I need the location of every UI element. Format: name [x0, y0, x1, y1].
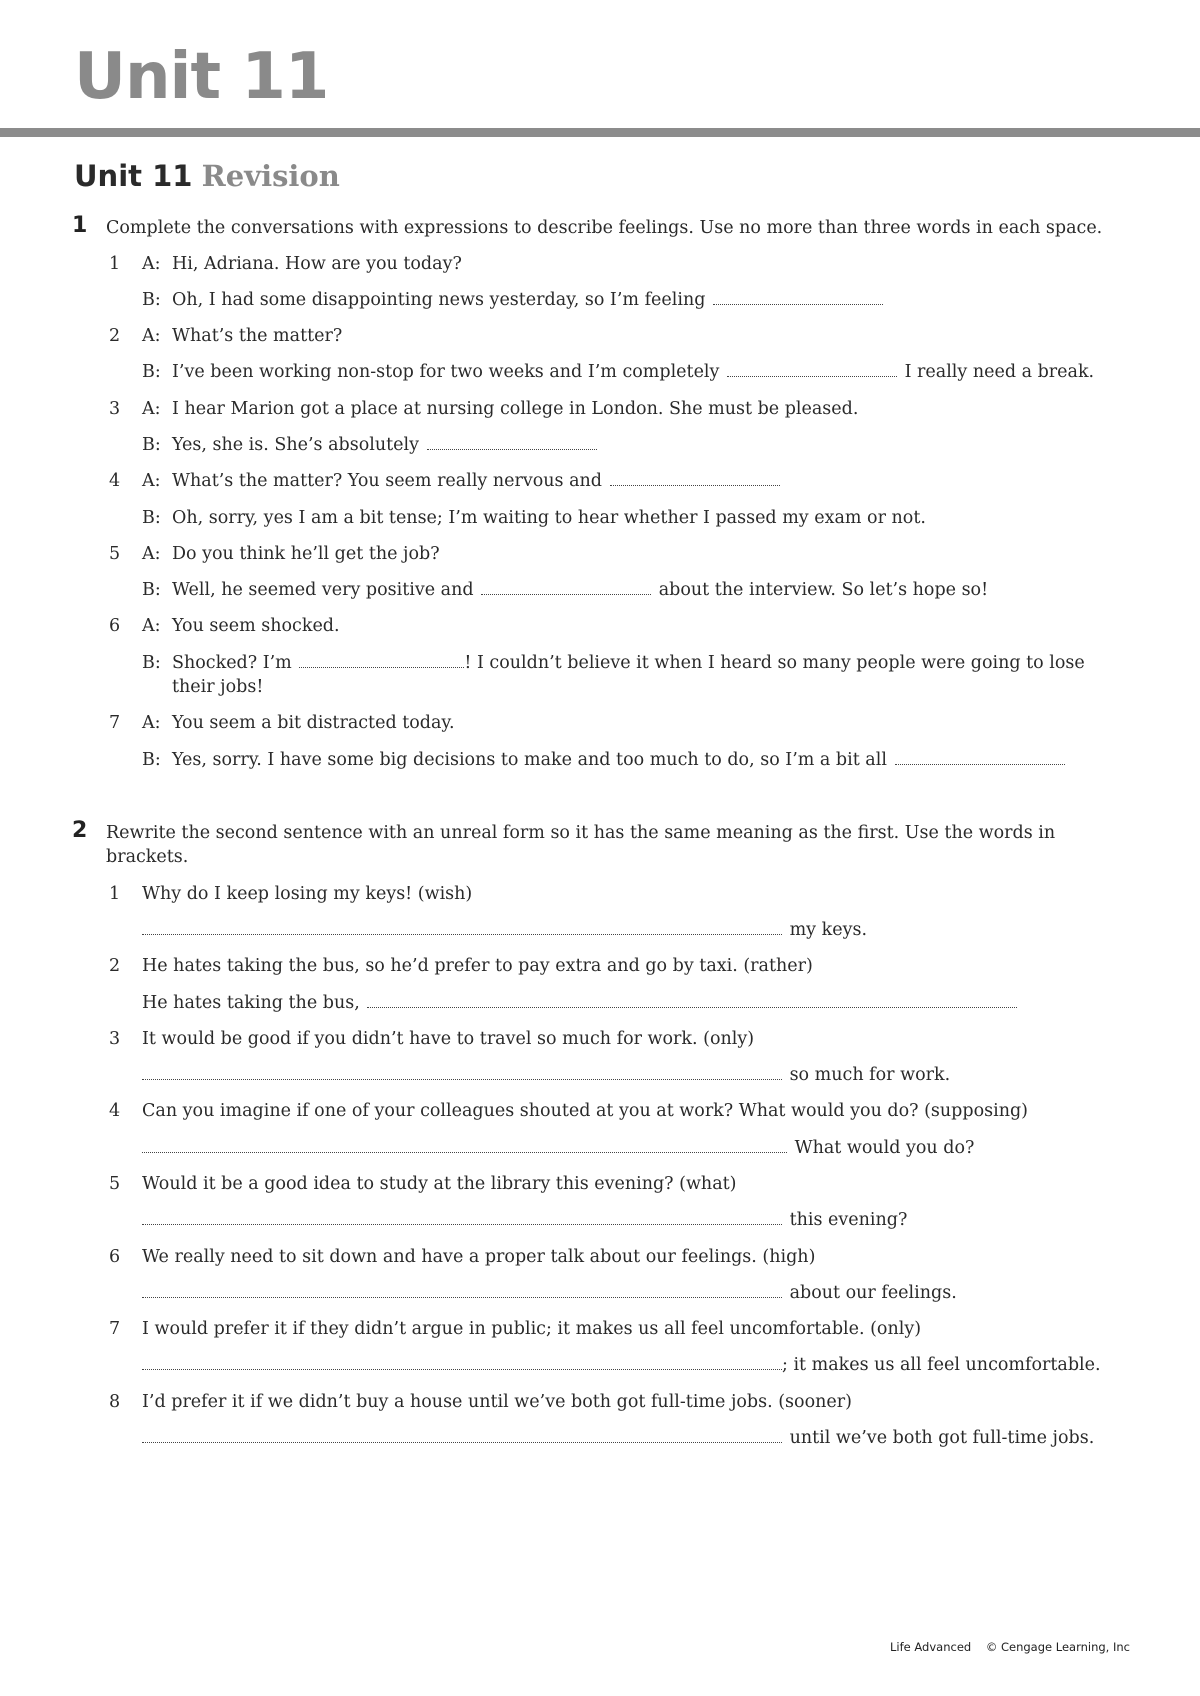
ex1-item-7-b-line [172, 748, 1067, 772]
footer-copyright: © Cengage Learning, Inc [985, 1640, 1130, 1654]
section-unit-label: Unit 11 [74, 159, 193, 193]
ex1-item-4-a-line [172, 469, 782, 493]
section-title [74, 158, 340, 194]
ex1-item-6-b-label: B: [142, 653, 161, 673]
ex2-item-5-prompt: Would it be a good idea to study at the library this evening? (what) [142, 1174, 737, 1194]
ex1-item-3-a-label: A: [142, 399, 161, 419]
ex2-item-8-number: 8 [109, 1392, 121, 1412]
ex1-item-6-b-text-end: ! I couldn’t believe it when I heard so many people were going to lose [464, 653, 1085, 673]
ex1-item-3-b-text: Yes, she is. She’s absolutely [172, 435, 419, 455]
answer-blank[interactable] [142, 920, 782, 935]
exercise-1-number: 1 [72, 213, 88, 238]
ex1-item-2-b-label: B: [142, 362, 161, 382]
answer-blank[interactable] [142, 1138, 787, 1153]
ex2-item-8-prompt: I’d prefer it if we didn’t buy a house until we’ve both got full-time jobs. (sooner) [142, 1392, 852, 1412]
ex1-item-6-b-text: Shocked? I’m [172, 653, 292, 673]
ex1-item-5-b-text: Well, he seemed very positive and [172, 580, 474, 600]
ex2-item-6-prompt: We really need to sit down and have a proper talk about our feelings. (high) [142, 1247, 816, 1267]
ex2-item-3-number: 3 [109, 1029, 121, 1049]
ex1-item-2-number: 2 [109, 326, 121, 346]
answer-blank[interactable] [142, 1210, 782, 1225]
ex1-item-4-a-text: What’s the matter? You seem really nervous and [172, 471, 602, 491]
ex1-item-1-b-line [172, 288, 885, 312]
ex1-item-1-a-text: Hi, Adriana. How are you today? [172, 254, 462, 274]
header-rule [0, 128, 1200, 137]
exercise-2-instruction-cont: brackets. [106, 847, 189, 867]
ex1-item-4-b-text: Oh, sorry, yes I am a bit tense; I’m waiting to hear whether I passed my exam or not. [172, 508, 926, 528]
ex1-item-1-number: 1 [109, 254, 121, 274]
ex2-item-6-number: 6 [109, 1247, 121, 1267]
ex1-item-4-a-label: A: [142, 471, 161, 491]
ex1-item-7-number: 7 [109, 713, 121, 733]
answer-blank[interactable] [142, 1283, 782, 1298]
page-footer [890, 1640, 1130, 1654]
exercise-2-number: 2 [72, 818, 88, 843]
ex1-item-3-b-label: B: [142, 435, 161, 455]
ex2-item-5-answer-line [142, 1208, 907, 1232]
ex2-item-4-answer-text: What would you do? [794, 1138, 975, 1158]
ex1-item-2-b-text: I’ve been working non-stop for two weeks and I’m completely [172, 362, 720, 382]
answer-blank[interactable] [727, 362, 897, 377]
ex1-item-7-a-text: You seem a bit distracted today. [172, 713, 455, 733]
ex1-item-3-a-text: I hear Marion got a place at nursing college in London. She must be pleased. [172, 399, 859, 419]
ex1-item-5-number: 5 [109, 544, 121, 564]
ex2-item-5-number: 5 [109, 1174, 121, 1194]
answer-blank[interactable] [481, 580, 651, 595]
ex2-item-2-answer-text: He hates taking the bus, [142, 993, 360, 1013]
ex2-item-2-answer-line [142, 991, 1019, 1015]
ex2-item-1-prompt: Why do I keep losing my keys! (wish) [142, 884, 473, 904]
ex2-item-5-answer-text: this evening? [789, 1210, 908, 1230]
ex1-item-3-number: 3 [109, 399, 121, 419]
ex1-item-2-a-text: What’s the matter? [172, 326, 343, 346]
ex2-item-2-prompt: He hates taking the bus, so he’d prefer to pay extra and go by taxi. (rather) [142, 956, 813, 976]
ex1-item-3-b-line [172, 433, 599, 457]
answer-blank[interactable] [142, 1355, 782, 1370]
ex2-item-3-answer-text: so much for work. [789, 1065, 951, 1085]
ex1-item-2-b-text-end: I really need a break. [904, 362, 1095, 382]
ex1-item-2-b-line [172, 360, 1094, 384]
ex1-item-6-b-line [172, 651, 1085, 675]
ex1-item-7-b-label: B: [142, 750, 161, 770]
answer-blank[interactable] [142, 1065, 782, 1080]
ex1-item-6-b-continuation: their jobs! [172, 677, 264, 697]
ex2-item-4-number: 4 [109, 1101, 121, 1121]
ex2-item-7-answer-line [142, 1353, 1101, 1377]
ex1-item-5-b-label: B: [142, 580, 161, 600]
answer-blank[interactable] [895, 750, 1065, 765]
answer-blank[interactable] [713, 290, 883, 305]
ex2-item-4-prompt: Can you imagine if one of your colleagues shouted at you at work? What would you do? (supposing) [142, 1101, 1029, 1121]
answer-blank[interactable] [610, 471, 780, 486]
ex1-item-4-number: 4 [109, 471, 121, 491]
ex2-item-1-number: 1 [109, 884, 121, 904]
answer-blank[interactable] [299, 653, 464, 668]
ex1-item-4-b-label: B: [142, 508, 161, 528]
ex2-item-8-answer-text: until we’ve both got full-time jobs. [789, 1428, 1095, 1448]
ex1-item-7-a-label: A: [142, 713, 161, 733]
ex2-item-7-prompt: I would prefer it if they didn’t argue in public; it makes us all feel uncomfortable. (only) [142, 1319, 922, 1339]
exercise-2-instruction: Rewrite the second sentence with an unreal form so it has the same meaning as the first. Use the words in [106, 823, 1056, 843]
ex1-item-5-b-text-end: about the interview. So let’s hope so! [658, 580, 989, 600]
ex1-item-6-a-label: A: [142, 616, 161, 636]
ex1-item-6-number: 6 [109, 616, 121, 636]
ex1-item-7-b-text: Yes, sorry. I have some big decisions to make and too much to do, so I’m a bit all [172, 750, 887, 770]
ex1-item-5-a-text: Do you think he’ll get the job? [172, 544, 440, 564]
ex2-item-6-answer-line [142, 1281, 957, 1305]
ex2-item-3-prompt: It would be good if you didn’t have to travel so much for work. (only) [142, 1029, 755, 1049]
unit-header: Unit 11 [74, 40, 329, 114]
section-revision-label: Revision [201, 159, 340, 193]
ex2-item-7-number: 7 [109, 1319, 121, 1339]
ex2-item-8-answer-line [142, 1426, 1094, 1450]
ex2-item-3-answer-line [142, 1063, 950, 1087]
exercise-1-instruction: Complete the conversations with expressions to describe feelings. Use no more than three words in each space. [106, 218, 1103, 238]
ex1-item-1-b-label: B: [142, 290, 161, 310]
ex2-item-1-answer-line [142, 918, 867, 942]
answer-blank[interactable] [367, 993, 1017, 1008]
answer-blank[interactable] [427, 435, 597, 450]
ex1-item-5-a-label: A: [142, 544, 161, 564]
ex1-item-2-a-label: A: [142, 326, 161, 346]
answer-blank[interactable] [142, 1428, 782, 1443]
footer-book-title: Life Advanced [890, 1640, 972, 1654]
ex2-item-6-answer-text: about our feelings. [789, 1283, 957, 1303]
ex2-item-1-answer-text: my keys. [789, 920, 868, 940]
ex1-item-1-a-label: A: [142, 254, 161, 274]
ex1-item-5-b-line [172, 578, 988, 602]
ex2-item-4-answer-line [142, 1136, 974, 1160]
ex1-item-6-a-text: You seem shocked. [172, 616, 340, 636]
ex1-item-1-b-text: Oh, I had some disappointing news yesterday, so I’m feeling [172, 290, 706, 310]
ex2-item-7-answer-text: ; it makes us all feel uncomfortable. [782, 1355, 1101, 1375]
ex2-item-2-number: 2 [109, 956, 121, 976]
